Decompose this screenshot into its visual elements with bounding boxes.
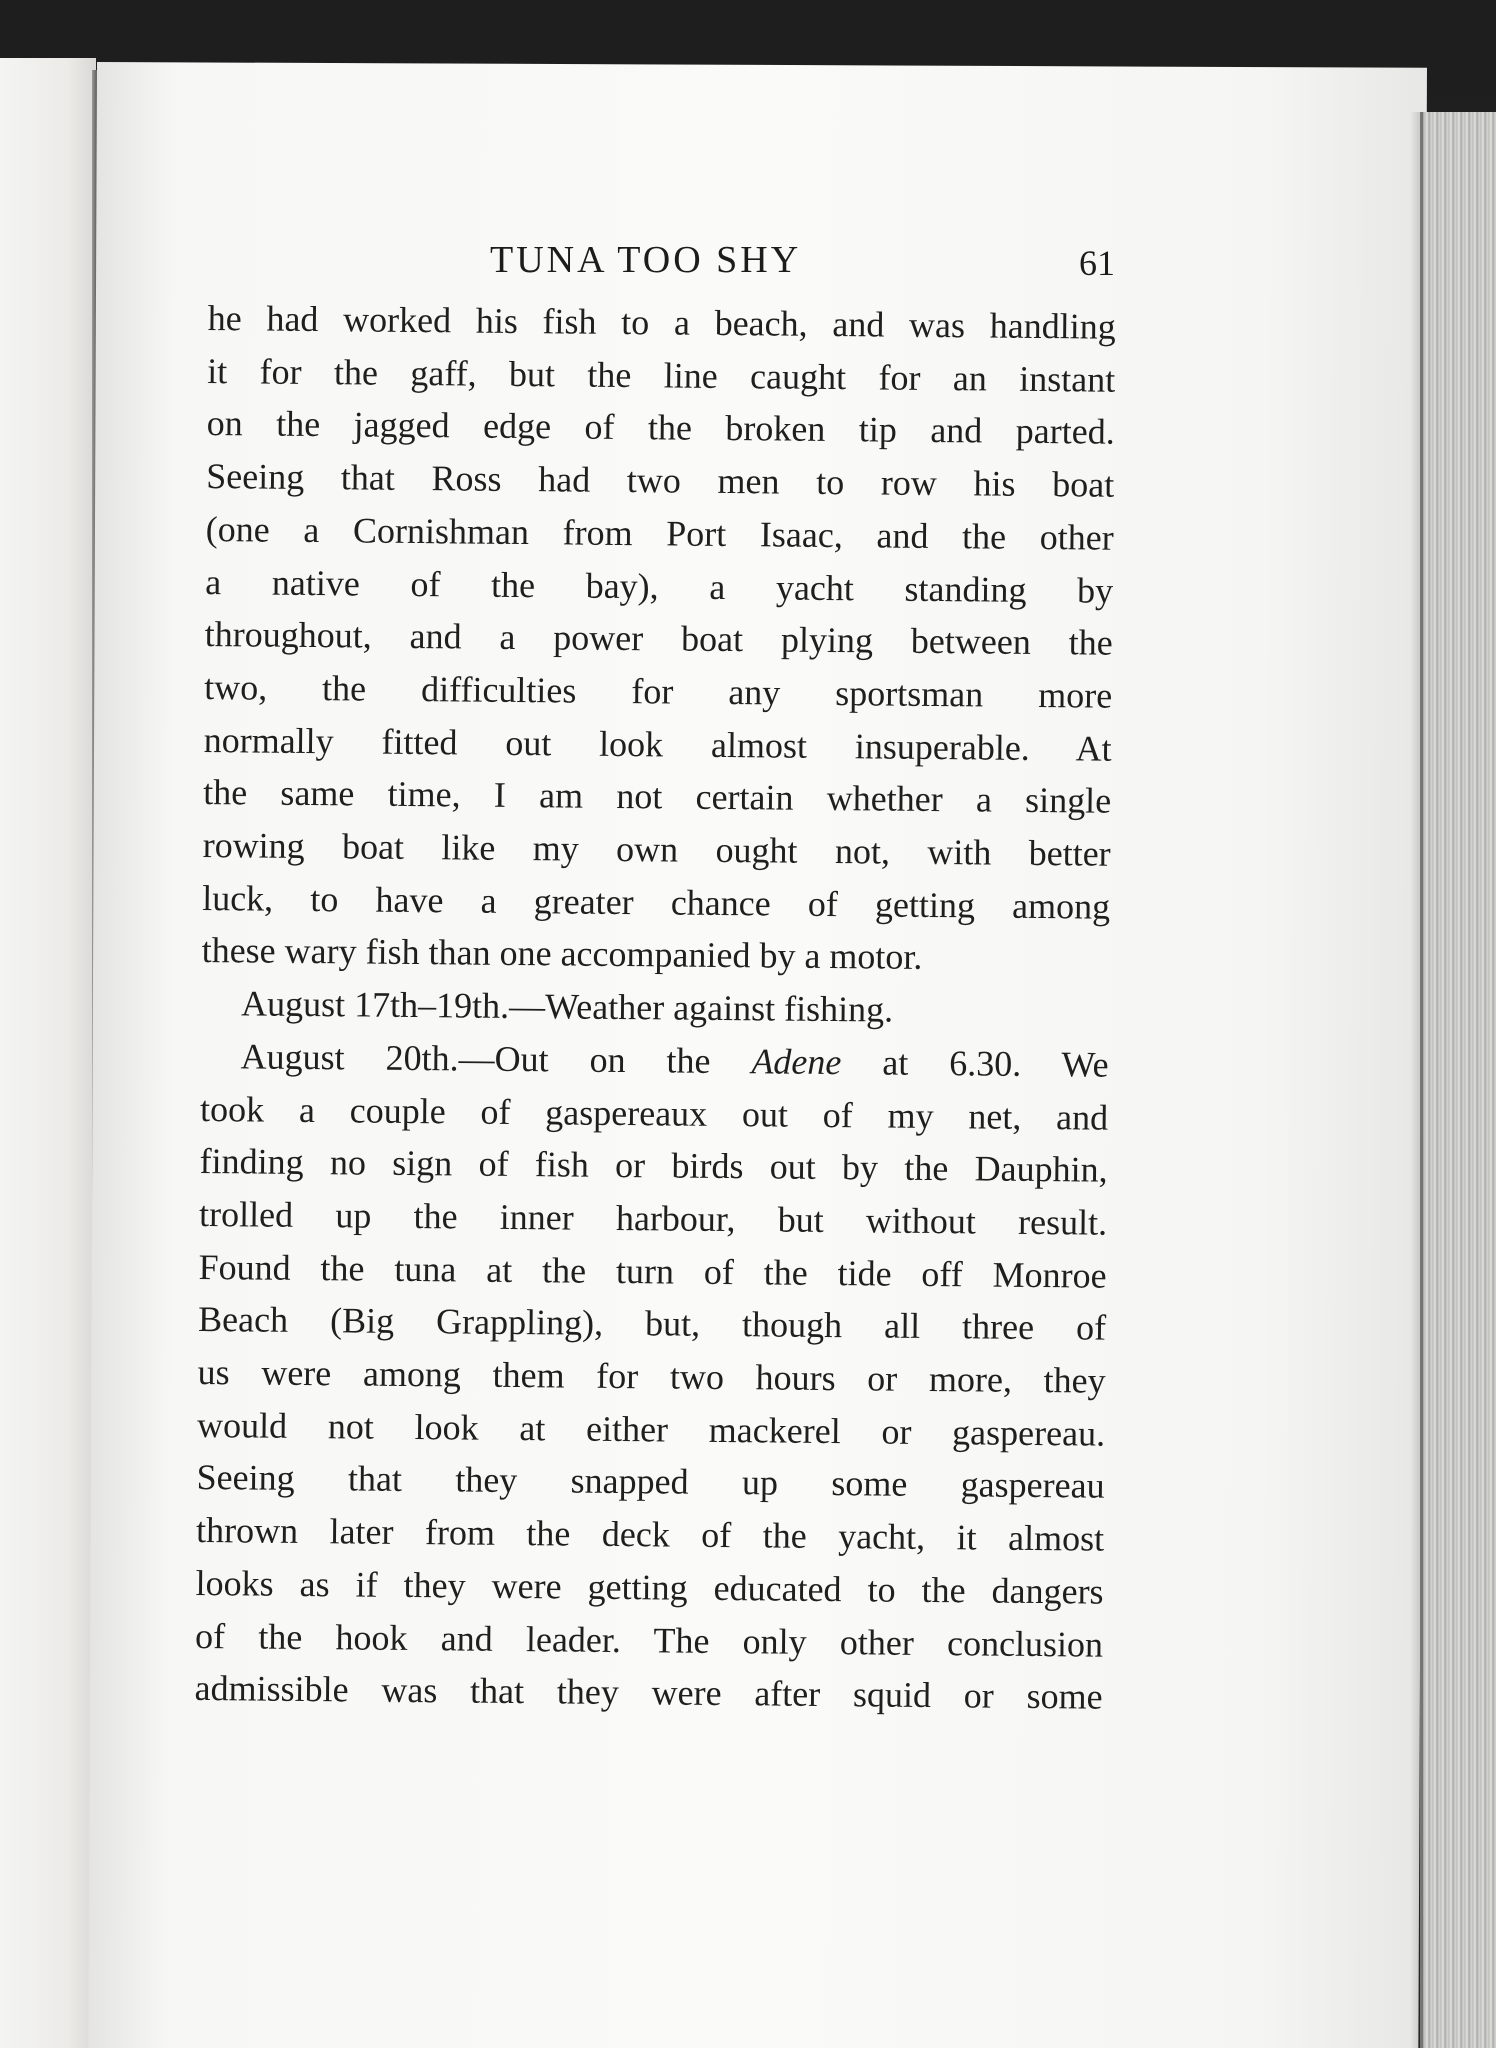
text-line: (one a Cornishman from Port Isaac, and the other — [205, 508, 1114, 558]
text-line: finding no sign of fish or birds out by the Dauphin, — [199, 1141, 1108, 1190]
text-line: of the hook and leader. The only other conclusion — [194, 1615, 1104, 1665]
text-line: would not look at either mackerel or gaspereau. — [196, 1404, 1106, 1454]
text-line: looks as if they were getting educated to the dangers — [195, 1562, 1104, 1612]
diary-entry-text: at 6.30. We — [841, 1041, 1109, 1085]
text-line: two, the difficulties for any sportsman more — [204, 666, 1113, 716]
body-text — [194, 292, 1116, 1724]
book-fore-edge — [1420, 112, 1496, 2048]
fore-edge-shadow — [1410, 112, 1424, 2048]
text-line: throughout, and a power boat plying between the — [204, 614, 1113, 663]
text-line: Found the tuna at the turn of the tide off Monroe — [198, 1246, 1107, 1296]
text-line: Beach (Big Grappling), but, though all three of — [197, 1299, 1107, 1349]
running-head — [395, 238, 1115, 298]
text-line: thrown later from the deck of the yacht, it almost — [195, 1510, 1105, 1559]
running-title: TUNA TOO SHY — [490, 239, 802, 281]
diary-entry-line: August 17th–19th.—Weather against fishing. — [240, 983, 894, 1030]
text-line: us were among them for two hours or more, they — [197, 1352, 1106, 1401]
text-line: the same time, I am not certain whether a single — [203, 772, 1112, 822]
diary-entry-text: August 20th.—Out on the — [240, 1036, 752, 1082]
text-line: on the jagged edge of the broken tip and parted. — [206, 403, 1115, 453]
diary-entry-line — [200, 1030, 1108, 1091]
text-line: normally fitted out look almost insuperable. At — [203, 719, 1112, 769]
text-line: Seeing that they snapped up some gaspereau — [196, 1457, 1105, 1507]
text-line: trolled up the inner harbour, but without result. — [198, 1193, 1108, 1243]
boat-name: Adene — [751, 1041, 842, 1082]
text-line: luck, to have a greater chance of getting among — [201, 877, 1111, 927]
text-line: a native of the bay), a yacht standing by — [205, 561, 1114, 611]
text-line: he had worked his fish to a beach, and was handling — [207, 297, 1116, 347]
text-line: admissible was that they were after squid or some — [194, 1668, 1103, 1717]
page-number: 61 — [1079, 243, 1115, 283]
text-line: rowing boat like my own ought not, with better — [202, 825, 1111, 874]
text-line: these wary fish than one accompanied by a motor. — [201, 930, 923, 978]
text-line: it for the gaff, but the line caught for an instant — [207, 350, 1116, 400]
text-line: Seeing that Ross had two men to row his boat — [206, 456, 1115, 505]
text-line: took a couple of gaspereaux out of my net, and — [199, 1088, 1109, 1138]
facing-page-edge — [0, 58, 96, 2048]
